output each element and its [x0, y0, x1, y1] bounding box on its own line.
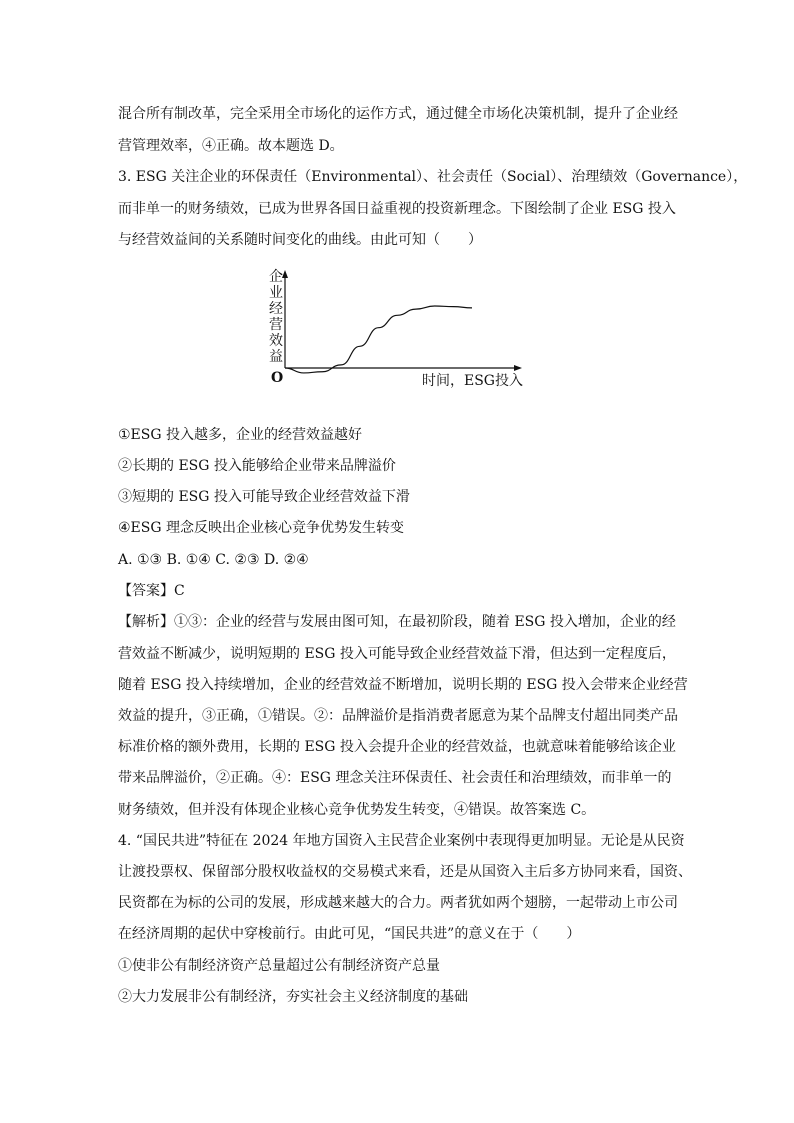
q4-option-2: ②大力发展非公有制经济，夯实社会主义经济制度的基础 [118, 989, 468, 1005]
answer: 【答案】C [118, 583, 185, 599]
y-axis-label-char: 效 [269, 333, 283, 349]
question-3-stem: 3. ESG 关注企业的环保责任（Environmental）、社会责任（Social）、治理绩效（Governance）， [118, 169, 748, 185]
analysis-line: 效益的提升，③正确，①错误。②：品牌溢价是指消费者愿意为某个品牌支付超出同类产品 [118, 708, 678, 724]
esg-chart [262, 264, 532, 400]
text-line: 民资都在为标的公司的发展，形成越来越大的合力。两者犹如两个翅膀，一起带动上市公司 [118, 895, 678, 911]
option-1: ①ESG 投入越多，企业的经营效益越好 [118, 427, 362, 443]
analysis-line: 营效益不断减少，说明短期的 ESG 投入可能导致企业经营效益下滑，但达到一定程度后， [118, 646, 676, 662]
question-4-stem: 4. “国民共进”特征在 2024 年地方国资入主民营企业案例中表现得更加明显。无论是从民资 [118, 833, 685, 849]
y-axis-label-char: 营 [269, 317, 283, 333]
x-axis-arrow [514, 365, 522, 371]
analysis-line: 【解析】①③：企业的经营与发展由图可知，在最初阶段，随着 ESG 投入增加，企业的经 [118, 614, 676, 630]
x-axis-label: 时间，ESG投入 [422, 373, 523, 389]
y-axis-label-char: 业 [269, 285, 283, 301]
origin-label: O [271, 370, 284, 386]
analysis-line: 标准价格的额外费用，长期的 ESG 投入会提升企业的经营效益，也就意味着能够给该企业 [118, 739, 676, 755]
text-line: 而非单一的财务绩效，已成为世界各国日益重视的投资新理念。下图绘制了企业 ESG 投入 [118, 201, 676, 217]
analysis-line: 带来品牌溢价，②正确。④：ESG 理念关注环保责任、社会责任和治理绩效，而非单一的 [118, 770, 672, 786]
y-axis-label-char: 益 [269, 349, 283, 365]
analysis-line: 随着 ESG 投入持续增加，企业的经营效益不断增加，说明长期的 ESG 投入会带来企业经营 [118, 677, 688, 693]
esg-figure [262, 264, 532, 400]
option-3: ③短期的 ESG 投入可能导致企业经营效益下滑 [118, 489, 410, 505]
y-axis-label-char: 经 [269, 301, 283, 317]
option-2: ②长期的 ESG 投入能够给企业带来品牌溢价 [118, 458, 396, 474]
y-axis-label [269, 269, 283, 365]
series-line [285, 306, 472, 373]
option-4: ④ESG 理念反映出企业核心竞争优势发生转变 [118, 520, 404, 536]
text-line: 让渡投票权、保留部分股权收益权的交易模式来看，还是从国资入主后多方协同来看，国资、 [118, 864, 692, 880]
text-line: 营管理效率，④正确。故本题选 D。 [118, 138, 344, 154]
text-line: 在经济周期的起伏中穿梭前行。由此可见，“国民共进”的意义在于（ ） [118, 926, 581, 942]
analysis-line: 财务绩效，但并没有体现企业核心竞争优势发生转变，④错误。故答案选 C。 [118, 802, 596, 818]
text-line: 混合所有制改革，完全采用全市场化的运作方式，通过健全市场化决策机制，提升了企业经 [118, 106, 678, 122]
text-line: 与经营效益间的关系随时间变化的曲线。由此可知（ ） [118, 232, 482, 248]
answer-choices: A. ①③ B. ①④ C. ②③ D. ②④ [118, 552, 309, 568]
q4-option-1: ①使非公有制经济资产总量超过公有制经济资产总量 [118, 958, 440, 974]
y-axis-label-char: 企 [269, 269, 283, 285]
